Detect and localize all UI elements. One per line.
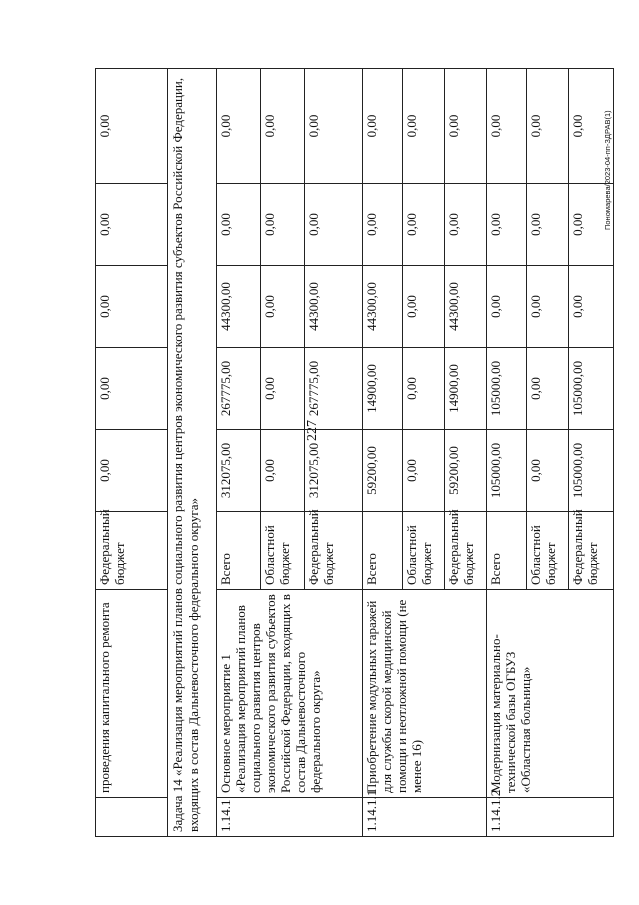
row-name: проведения капитального ремонта [96, 590, 168, 798]
value-cell: 0,00 [363, 184, 403, 266]
funding-source: Областной бюджет [527, 512, 569, 590]
value-cell: 0,00 [217, 69, 261, 184]
value-cell: 105000,00 [569, 430, 614, 512]
page-number: 227 [305, 420, 320, 441]
value-cell: 0,00 [527, 430, 569, 512]
funding-source: Всего [217, 512, 261, 590]
value-cell: 0,00 [96, 348, 168, 430]
value-cell: 0,00 [96, 184, 168, 266]
value-cell: 267775,00 [217, 348, 261, 430]
value-cell: 44300,00 [363, 266, 403, 348]
value-cell: 0,00 [96, 266, 168, 348]
task-row [168, 69, 217, 837]
value-cell: 0,00 [487, 184, 527, 266]
value-cell: 0,00 [569, 266, 614, 348]
rotated-table-wrapper [95, 69, 600, 837]
value-cell: 105000,00 [569, 348, 614, 430]
funding-source: Всего [363, 512, 403, 590]
row-name: Модернизация материально-технической базы ОГБУЗ «Областная больница» [487, 590, 614, 798]
value-cell: 105000,00 [487, 348, 527, 430]
value-cell: 59200,00 [445, 430, 487, 512]
value-cell: 14900,00 [445, 348, 487, 430]
table-row [96, 69, 168, 837]
value-cell: 0,00 [261, 69, 305, 184]
funding-source: Всего [487, 512, 527, 590]
value-cell: 44300,00 [305, 266, 363, 348]
task-title: Задача 14 «Реализация мероприятий планов социального развития центров экономического развития субъектов Российской Федерации, входящих в состав Дальневосточного федерального округа» [168, 69, 217, 837]
funding-source: Федеральный бюджет [445, 512, 487, 590]
value-cell: 44300,00 [217, 266, 261, 348]
value-cell: 0,00 [487, 266, 527, 348]
value-cell: 0,00 [261, 430, 305, 512]
table-row [487, 69, 527, 837]
value-cell: 0,00 [527, 348, 569, 430]
row-code: 1.14.1 [217, 798, 363, 837]
table-row [363, 69, 403, 837]
value-cell: 59200,00 [363, 430, 403, 512]
value-cell: 44300,00 [445, 266, 487, 348]
value-cell: 0,00 [569, 69, 614, 184]
funding-source: Федеральный бюджет [96, 512, 168, 590]
row-name: Основное мероприятие 1 «Реализация мероприятий планов социального развития центров экономического развития субъектов Российской Федерации, входящих в состав Дальневосточного федерального округа» [217, 590, 363, 798]
value-cell: 105000,00 [487, 430, 527, 512]
value-cell: 0,00 [261, 184, 305, 266]
row-code: 1.14.1.2 [487, 798, 614, 837]
row-name: Приобретение модульных гаражей для службы скорой медицинской помощи и неотложной помощи (не менее 16) [363, 590, 487, 798]
value-cell: 0,00 [527, 69, 569, 184]
value-cell: 0,00 [403, 184, 445, 266]
funding-source: Федеральный бюджет [305, 512, 363, 590]
value-cell: 0,00 [261, 266, 305, 348]
value-cell: 0,00 [403, 348, 445, 430]
funding-source: Областной бюджет [261, 512, 305, 590]
value-cell: 312075,00 [305, 430, 363, 512]
value-cell: 0,00 [96, 430, 168, 512]
value-cell: 0,00 [403, 266, 445, 348]
value-cell: 0,00 [445, 69, 487, 184]
value-cell: 0,00 [403, 69, 445, 184]
value-cell: 267775,00 [305, 348, 363, 430]
value-cell: 0,00 [305, 69, 363, 184]
value-cell: 312075,00 [217, 430, 261, 512]
value-cell: 14900,00 [363, 348, 403, 430]
row-code: 1.14.1.1 [363, 798, 487, 837]
document-id: Пономарева/2023-04-пп-ЗДРАВ(1) [603, 110, 612, 230]
value-cell: 0,00 [403, 430, 445, 512]
table-row [217, 69, 261, 837]
value-cell: 0,00 [261, 348, 305, 430]
funding-source: Областной бюджет [403, 512, 445, 590]
value-cell: 0,00 [569, 184, 614, 266]
value-cell: 0,00 [527, 184, 569, 266]
value-cell: 0,00 [217, 184, 261, 266]
row-code [96, 798, 168, 837]
funding-source: Федеральный бюджет [569, 512, 614, 590]
budget-table [95, 68, 614, 837]
value-cell: 0,00 [305, 184, 363, 266]
value-cell: 0,00 [363, 69, 403, 184]
value-cell: 0,00 [527, 266, 569, 348]
value-cell: 0,00 [96, 69, 168, 184]
value-cell: 0,00 [445, 184, 487, 266]
value-cell: 0,00 [487, 69, 527, 184]
